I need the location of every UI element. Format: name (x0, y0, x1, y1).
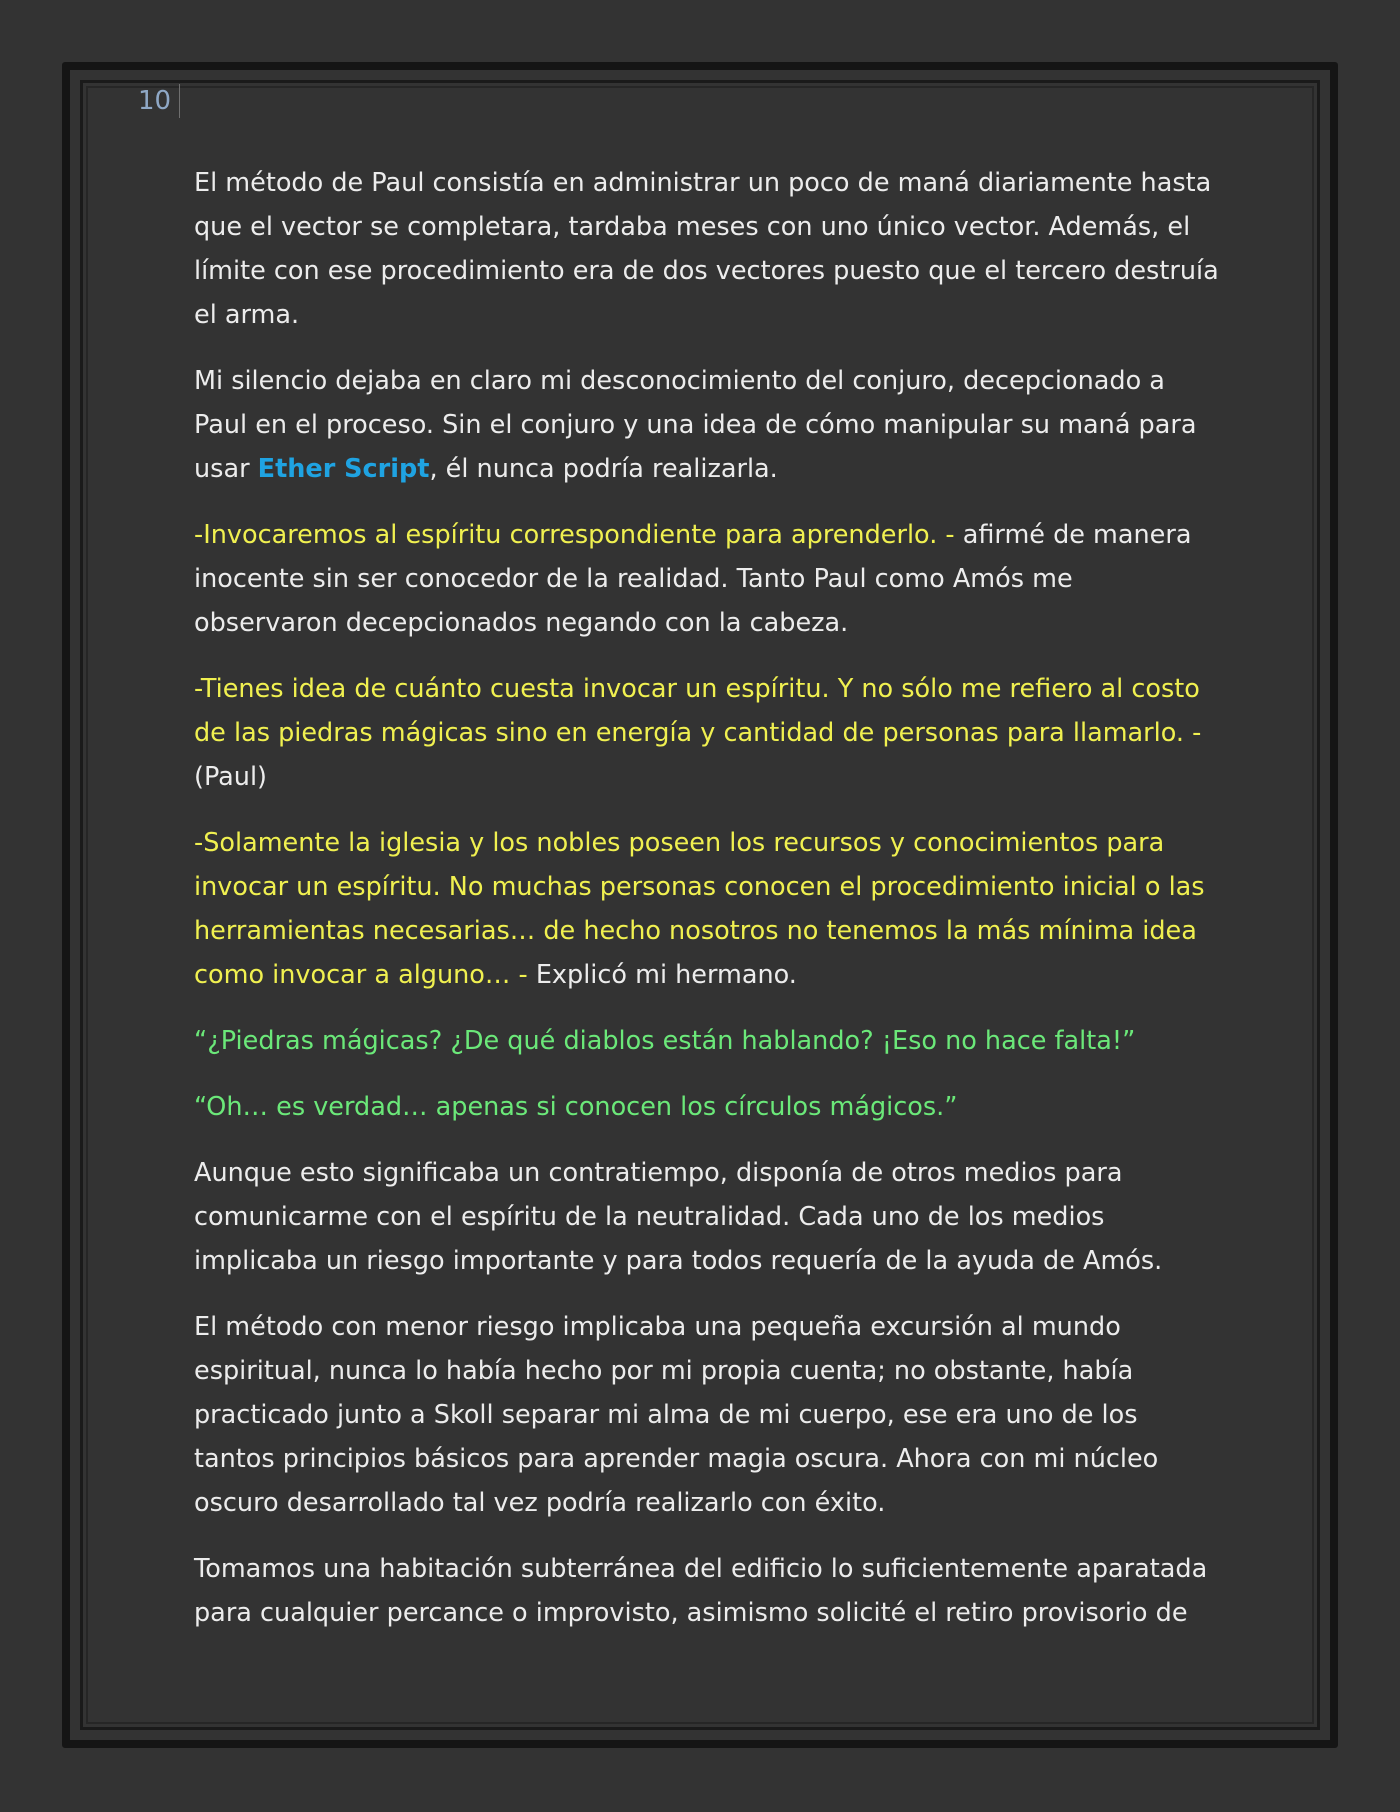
narration-text: El método con menor riesgo implicaba una pequeña excursión al mundo espiritual, nunca lo había hecho por mi propia cuenta; no obstante, había practicado junto a Skoll separar mi alma de mi cuerpo, ese era uno de los tantos principios básicos para aprender magia oscura. Ahora con mi núcleo oscuro desarrollado tal vez podría realizarlo con éxito. (194, 1312, 1159, 1518)
narration-text: El método de Paul consistía en administrar un poco de maná diariamente hasta que el vector se completara, tardaba meses con uno único vector. Además, el límite con ese procedimiento era de dos vectores puesto que el tercero destruía el arma. (194, 168, 1219, 330)
paragraph-1 (194, 161, 1224, 337)
thought-text: “¿Piedras mágicas? ¿De qué diablos están hablando? ¡Eso no hace falta!” (194, 1026, 1136, 1056)
narration-text: Tomamos una habitación subterránea del edificio lo suficientemente aparatada para cualquier percance o improvisto, asimismo solicité el retiro provisorio de (194, 1554, 1208, 1628)
narration-text: Aunque esto significaba un contratiempo, disponía de otros medios para comunicarme con el espíritu de la neutralidad. Cada uno de los medios implicaba un riesgo importante y para todos requería de la ayuda de Amós. (194, 1158, 1163, 1276)
narration-text: afirmé de manera inocente sin ser conocedor de la realidad. Tanto Paul como Amós me observaron decepcionados negando con la cabeza. (194, 520, 1192, 638)
body-text (194, 161, 1224, 1657)
speaker-tag: (Paul) (194, 762, 268, 792)
paragraph-3 (194, 513, 1224, 645)
dialogue-text: -Invocaremos al espíritu correspondiente para aprenderlo. - (194, 520, 955, 550)
paragraph-7 (194, 1085, 1224, 1129)
paragraph-4 (194, 667, 1224, 799)
page-number: 10 (138, 84, 180, 118)
paragraph-5 (194, 821, 1224, 997)
paragraph-9 (194, 1305, 1224, 1525)
paragraph-6 (194, 1019, 1224, 1063)
narration-text: Mi silencio dejaba en claro mi desconocimiento del conjuro, decepcionado a Paul en el proceso. Sin el conjuro y una idea de cómo manipular su maná para usar (194, 366, 1197, 484)
paragraph-8 (194, 1151, 1224, 1283)
paragraph-2 (194, 359, 1224, 491)
skill-name-highlight: Ether Script (257, 454, 430, 484)
narration-text: , él nunca podría realizarla. (429, 454, 778, 484)
paragraph-10 (194, 1547, 1224, 1635)
dialogue-text: -Solamente la iglesia y los nobles poseen los recursos y conocimientos para invocar un espíritu. No muchas personas conocen el procedimiento inicial o las herramientas necesarias… de hecho nosotros no tenemos la más mínima idea como invocar a alguno… - (194, 828, 1205, 990)
narration-text: Explicó mi hermano. (527, 960, 797, 990)
dialogue-text: -Tienes idea de cuánto cuesta invocar un espíritu. Y no sólo me refiero al costo de las piedras mágicas sino en energía y cantidad de personas para llamarlo. - (194, 674, 1202, 748)
thought-text: “Oh… es verdad… apenas si conocen los círculos mágicos.” (194, 1092, 958, 1122)
